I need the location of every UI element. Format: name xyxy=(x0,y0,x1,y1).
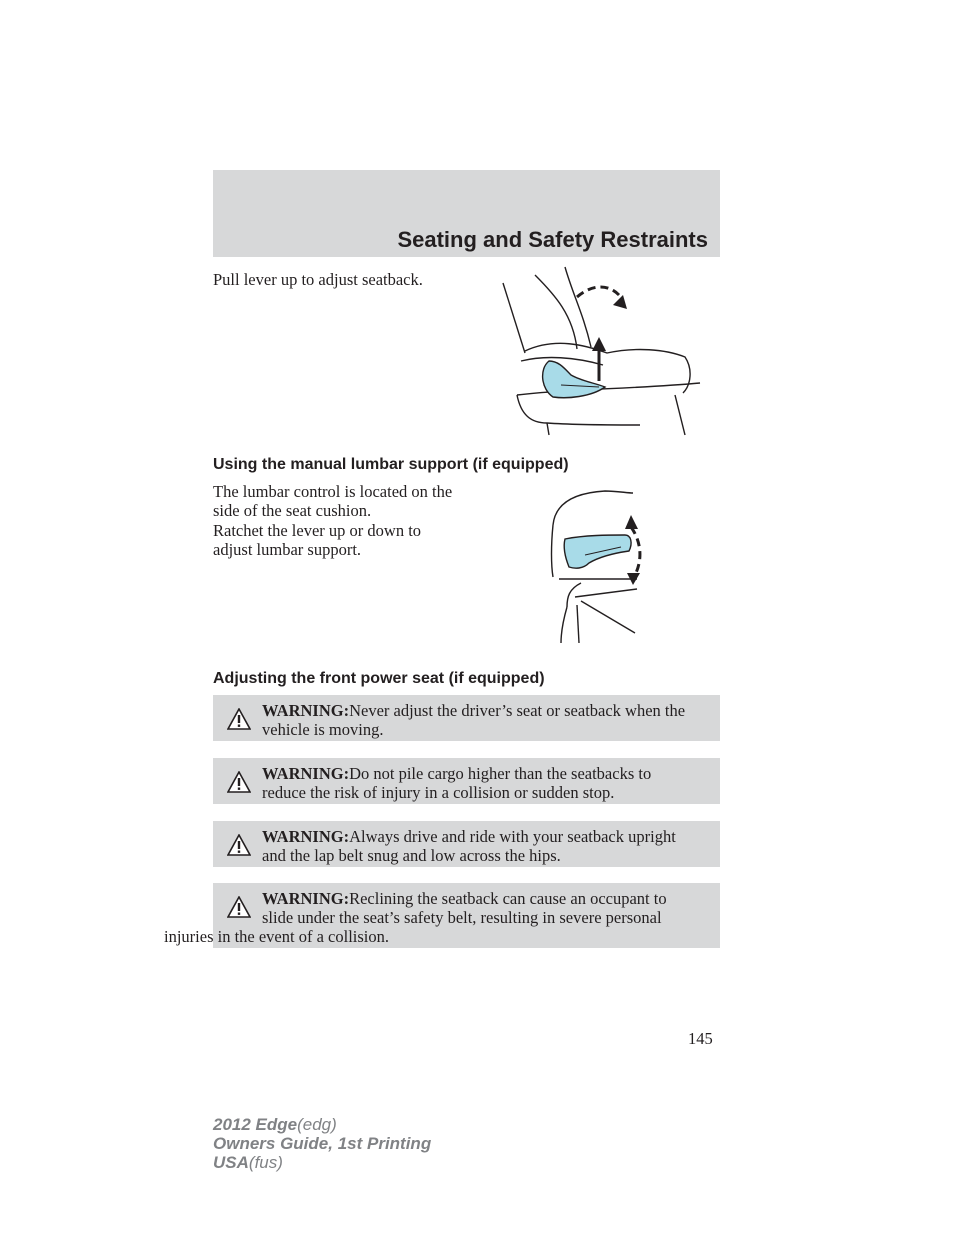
lumbar-paragraph-2-line-1: Ratchet the lever up or down to xyxy=(213,521,422,540)
arrow-up-icon xyxy=(625,515,638,529)
warning-label: WARNING: xyxy=(262,827,350,846)
lumbar-lever-illustration xyxy=(545,485,655,645)
warning-box xyxy=(213,758,720,804)
power-seat-heading: Adjusting the front power seat (if equipped) xyxy=(213,670,545,687)
warning-box xyxy=(164,883,720,948)
warning-text: WARNING:Always drive and ride with your seatback upright and the lap belt snug and low across the hips. xyxy=(262,827,676,865)
warning-label: WARNING: xyxy=(262,764,350,783)
section-title: Seating and Safety Restraints xyxy=(397,227,708,252)
warning-box xyxy=(213,695,720,741)
document-footer xyxy=(213,1115,431,1172)
seatback-recline-lever-illustration xyxy=(495,265,715,437)
lumbar-lever-shape xyxy=(564,535,631,568)
page-number: 145 xyxy=(688,1029,713,1048)
lumbar-paragraph-2 xyxy=(213,521,421,559)
warning-text: WARNING:Never adjust the driver’s seat or seatback when the vehicle is moving. xyxy=(262,701,686,739)
warning-box xyxy=(213,821,720,867)
warning-text: WARNING:Reclining the seatback can cause an occupant to slide under the seat’s safety belt, resulting in severe personal injuries in the event of a collision. xyxy=(164,889,667,946)
lumbar-paragraph-1-line-1: The lumbar control is located on the xyxy=(213,482,453,501)
lever-shape xyxy=(543,361,605,398)
lumbar-paragraph-2-line-2: adjust lumbar support. xyxy=(213,540,362,559)
arrow-up-icon xyxy=(592,337,606,351)
lumbar-heading: Using the manual lumbar support (if equipped) xyxy=(213,456,569,473)
warning-label: WARNING: xyxy=(262,889,350,908)
arrow-recline-icon xyxy=(613,295,627,309)
footer-line-3: USA(fus) xyxy=(213,1153,283,1172)
intro-paragraph: Pull lever up to adjust seatback. xyxy=(213,270,423,289)
warning-label: WARNING: xyxy=(262,701,350,720)
lumbar-paragraph-1-line-2: side of the seat cushion. xyxy=(213,501,372,520)
lumbar-paragraph-1 xyxy=(213,482,452,520)
warning-text: WARNING:Do not pile cargo higher than the seatbacks to reduce the risk of injury in a collision or sudden stop. xyxy=(262,764,652,802)
section-header-band xyxy=(213,170,720,257)
footer-line-1: 2012 Edge(edg) xyxy=(213,1115,337,1134)
footer-line-2: Owners Guide, 1st Printing xyxy=(213,1134,432,1153)
